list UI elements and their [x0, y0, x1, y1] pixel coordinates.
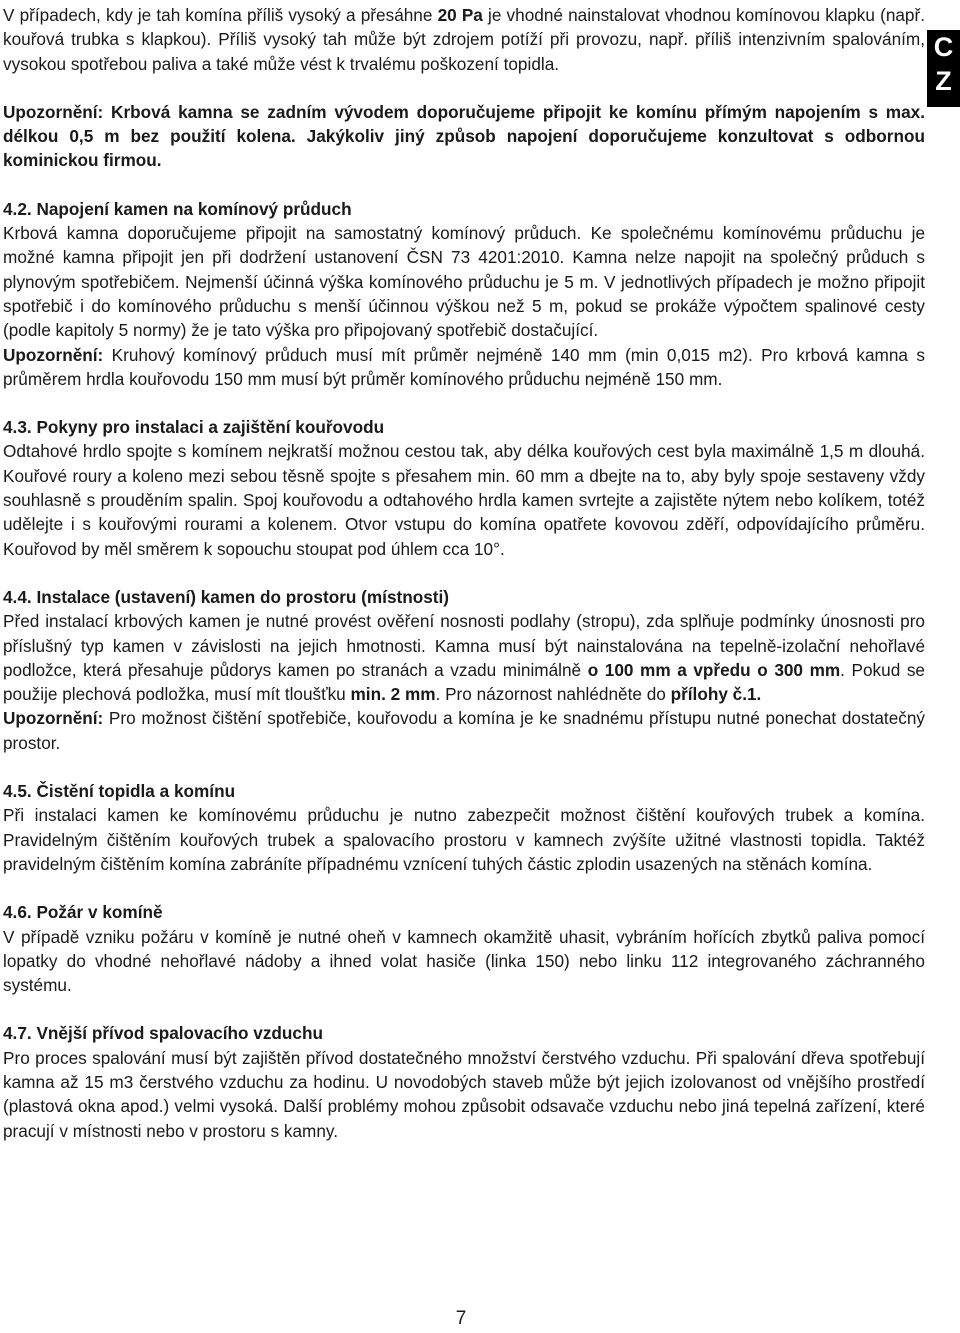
spacer: [3, 876, 925, 900]
language-tab-letter-c: C: [933, 32, 954, 62]
language-tab-letter-z: Z: [935, 66, 952, 96]
spacer: [3, 76, 925, 100]
warning-text: Kruhový komínový průduch musí mít průměr nejméně 140 mm (min 0,015 m2). Pro krbová kamna s průměrem hrdla kouřovodu 150 mm musí být průměr komínového průduchu nejméně 150 mm.: [3, 344, 925, 389]
warning-label: Upozornění:: [3, 708, 104, 729]
section-title: Napojení kamen na komínový průduch: [31, 198, 352, 219]
section-number: 4.4.: [3, 586, 32, 607]
body-bold-distance: o 100 mm a vpředu o 300 mm: [587, 659, 841, 680]
spacer: [3, 173, 925, 197]
page-number: 7: [455, 1308, 467, 1329]
section-heading-4-4: [3, 585, 925, 609]
section-body-4-5: Při instalaci kamen ke komínovému průduchu je nutno zabezpečit možnost čištění kouřových trubek a komína. Pravidelným čištěním kouřových trubek a spalovacího prostoru v kamnech zvýšíte užitné vlastnosti topidla. Taktéž pravidelným čištěním komína zabráníte případnému vznícení tuhých částic zplodin usazených na stěnách komína.: [3, 805, 925, 874]
section-heading-4-2: [3, 197, 925, 221]
section-title: Požár v komíně: [31, 902, 163, 923]
intro-pressure-value: 20 Pa: [437, 5, 483, 25]
spacer: [3, 755, 925, 779]
section-heading-4-6: [3, 900, 925, 924]
warning-label: Upozornění:: [3, 344, 104, 365]
section-warning-4-4: [3, 706, 925, 755]
section-number: 4.7.: [3, 1023, 32, 1044]
section-warning-4-2: [3, 343, 925, 392]
document-page: [3, 0, 925, 1143]
language-tab: [927, 30, 960, 107]
section-number: 4.5.: [3, 781, 32, 802]
section-number: 4.2.: [3, 198, 32, 219]
body-text: Před instalací krbových kamen je nutné provést ověření nosnosti podlahy (stropu), zda splňuje podmínky únosnosti pro příslušný typ kamen v závislosti na jejich hmotnosti. Kamna musí být nainstalována na tepelně-izolační nehořlavé podložce, která přesahuje půdorys kamen po stranách a vzadu minimálně: [3, 611, 925, 680]
section-body-4-3: Odtahové hrdlo spojte s komínem nejkratší možnou cestou tak, aby délka kouřových cest byla maximálně 1,5 m dlouhá. Kouřové roury a koleno mezi sebou těsně spojte s přesahem min. 60 mm a dbejte na to, aby byly spoje sestaveny vždy souhlasně s prouděním spalin. Spoj kouřovodu a odtahového hrdla kamen svrtejte a zajistěte nýtem nebo kolíkem, totéž udělejte i s kouřovými rourami a kolenem. Otvor vstupu do komína opatřete kovovou zděří, odpovídajícího průměru. Kouřovod by měl směrem k sopouchu stoupat pod úhlem cca 10°.: [3, 441, 925, 559]
intro-paragraph: [3, 3, 925, 76]
body-bold-thickness: min. 2 mm: [350, 684, 436, 705]
intro-text-a: V případech, kdy je tah komína příliš vysoký a přesáhne: [3, 5, 438, 25]
intro-text-b: je vhodné nainstalovat vhodnou komínovou klapku (např. kouřová trubka s klapkou). Příliš vysoký tah může být zdrojem potíží při provozu, např. příliš intenzivním spalováním, vysokou spotřebou paliva a také může vést k trvalému poškození topidla.: [3, 5, 925, 74]
section-body-4-2: Krbová kamna doporučujeme připojit na samostatný komínový průduch. Ke společnému komínovému průduchu je možné kamna připojit jen při dodržení ustanovení ČSN 73 4201:2010. Kamna nelze napojit na společný průduch s plynovým spotřebičem. Nejmenší účinná výška komínového průduchu je 5 m. V jednotlivých případech je možno připojit spotřebič i do komínového průduchu s menší účinnou výškou než 5 m, pokud se prokáže výpočtem spalinové cesty (podle kapitoly 5 normy) že je tato výška pro připojovaný spotřebič dostačující.: [3, 223, 925, 341]
section-body-4-6: V případě vzniku požáru v komíně je nutné oheň v kamnech okamžitě uhasit, vybráním hořících zbytků paliva pomocí lopatky do vhodné nehořlavé nádoby a ihned volat hasiče (linka 150) nebo linku 112 integrovaného záchranného systému.: [3, 926, 925, 996]
section-number: 4.6.: [3, 902, 32, 923]
intro-warning: Upozornění: Krbová kamna se zadním vývodem doporučujeme připojit ke komínu přímým napojením s max. délkou 0,5 m bez použití kolena. Jakýkoliv jiný způsob napojení doporučujeme konzultovat s odbornou kominickou firmou.: [3, 101, 925, 171]
warning-text: Pro možnost čištění spotřebiče, kouřovodu a komína je ke snadnému přístupu nutné ponechat dostatečný prostor.: [3, 708, 925, 753]
section-title: Instalace (ustavení) kamen do prostoru (místnosti): [31, 586, 450, 607]
spacer: [3, 997, 925, 1021]
body-bold-appendix: přílohy č.1.: [670, 684, 762, 705]
section-heading-4-3: [3, 415, 925, 439]
spacer: [3, 391, 925, 415]
spacer: [3, 561, 925, 585]
section-title: Pokyny pro instalaci a zajištění kouřovodu: [31, 417, 385, 438]
body-text: . Pro názornost nahlédněte do: [435, 684, 671, 705]
section-heading-4-7: [3, 1021, 925, 1045]
section-number: 4.3.: [3, 417, 32, 438]
section-title: Čistění topidla a komínu: [31, 781, 236, 802]
section-body-4-4: [3, 609, 925, 706]
section-heading-4-5: [3, 779, 925, 803]
section-body-4-7: Pro proces spalování musí být zajištěn přívod dostatečného množství čerstvého vzduchu. Při spalování dřeva spotřebují kamna až 15 m3 čerstvého vzduchu za hodinu. U novodobých staveb může být jejich izolovanost od vnějšího prostředí (plastová okna apod.) velmi vysoká. Další problémy mohou způsobit odsavače vzduchu nebo jiná tepelná zařízení, které pracují v místnosti nebo v prostoru s kamny.: [3, 1047, 925, 1141]
section-title: Vnější přívod spalovacího vzduchu: [31, 1023, 323, 1044]
body-text: . Pokud se použije plechová podložka, musí mít tloušťku: [3, 659, 925, 705]
